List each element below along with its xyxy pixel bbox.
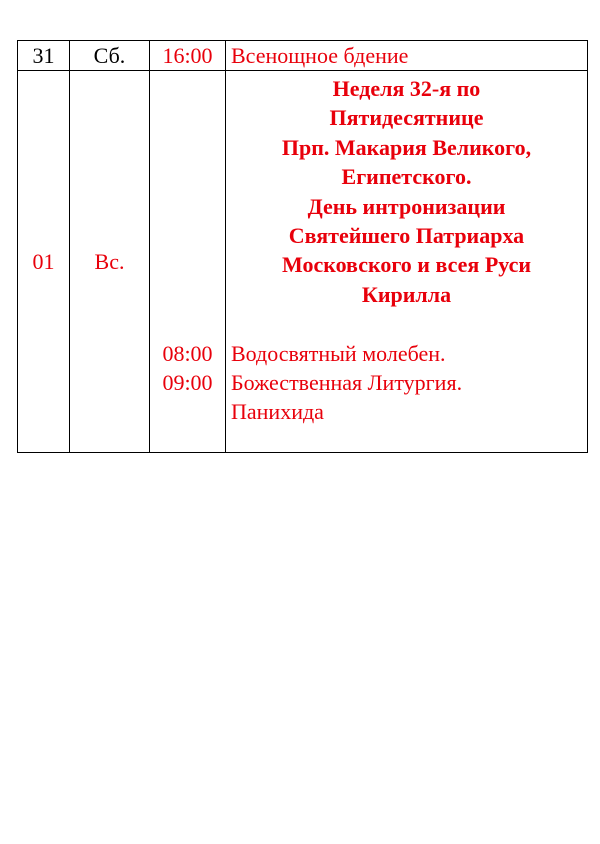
service-name: Водосвятный молебен. — [231, 341, 446, 366]
feast-line: Московского и всея Руси — [281, 252, 532, 278]
day-cell: 01 — [18, 71, 70, 453]
feast-line: День интронизации — [307, 193, 506, 219]
weekday-cell: Вс. — [70, 71, 150, 453]
time-cell: 16:00 — [150, 41, 226, 71]
feast-line: Прп. Макария Великого, — [281, 134, 532, 160]
feast-line: Святейшего Патриарха — [288, 223, 525, 249]
service-name: Панихида — [231, 399, 324, 424]
table-row — [18, 41, 588, 71]
feast-line: Египетского. — [341, 164, 472, 190]
service-name: Божественная Литургия. — [231, 370, 463, 395]
feast-title — [226, 74, 587, 309]
feast-line: Пятидесятнице — [329, 105, 484, 131]
feast-line: Неделя 32-я по — [332, 76, 481, 101]
time-cell — [150, 71, 226, 453]
schedule-table — [17, 40, 588, 453]
weekday-cell: Сб. — [70, 41, 150, 71]
table-row — [18, 71, 588, 453]
service-cell: Всенощное бдение — [226, 41, 588, 71]
service-times — [150, 339, 225, 397]
day-cell: 31 — [18, 41, 70, 71]
service-cell — [226, 71, 588, 453]
feast-line: Кирилла — [361, 281, 452, 307]
service-list — [231, 339, 583, 426]
service-time: 08:00 — [162, 341, 213, 366]
service-time: 09:00 — [162, 370, 213, 395]
